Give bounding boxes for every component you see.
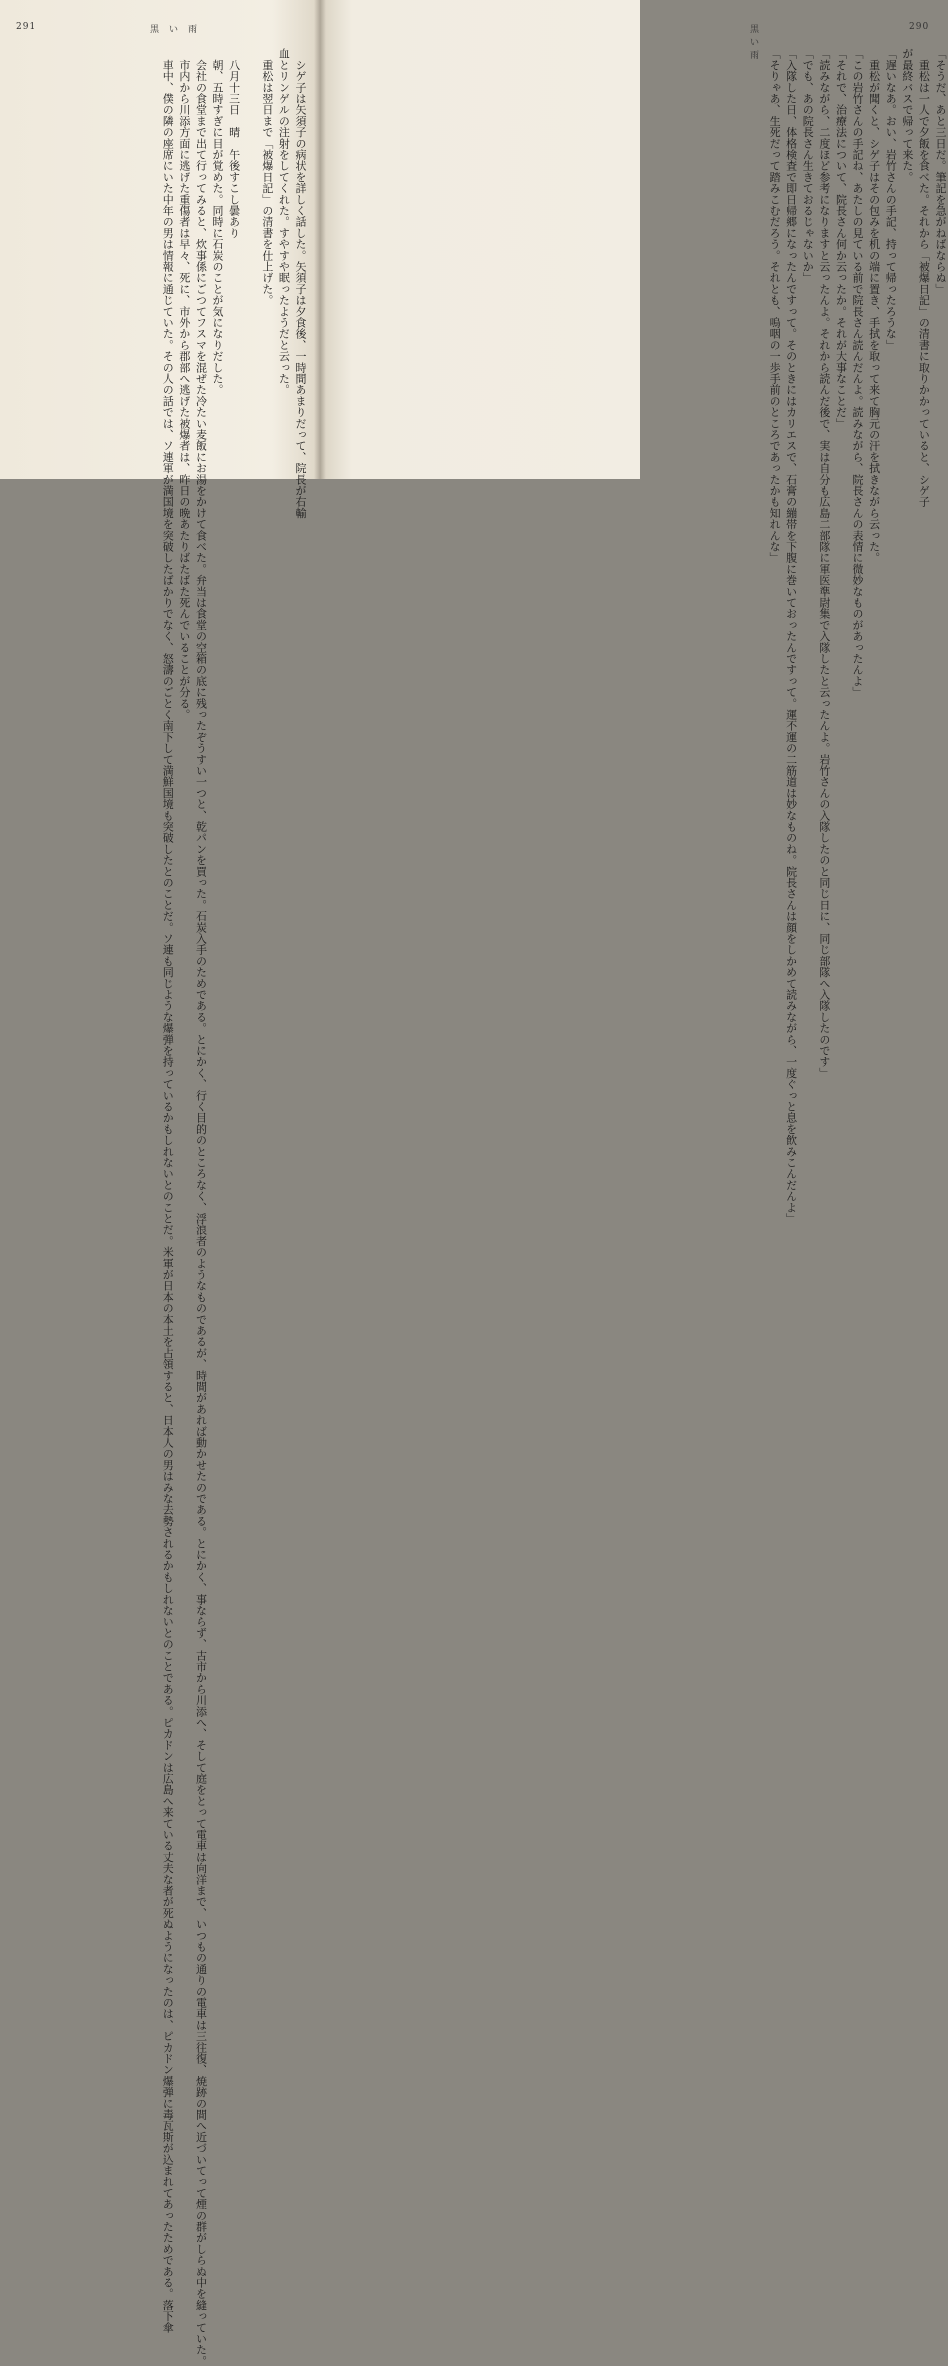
text-line: 重松が聞くと、シゲ子はその包みを机の端に置き、手拭を取って来て胸元の汗を拭きながら云った。 [867,48,881,564]
text-line: が最終バスで帰って来た。 [900,48,914,183]
text-line: 「でも、あの院長さん生きておるじゃないか」 [801,48,815,284]
right-page-text [652,48,948,1224]
paragraph-spacer [242,48,259,468]
text-line: 「そうだ、あと三日だ。筆記を急がねばならぬ」 [934,48,947,295]
text-line: 八月十三日 晴 午後すこし曇あり [227,48,241,239]
text-line: 重松は一人で夕飯を食べた。それから「被爆日記」の清書に取りかかっていると、シゲ子 [917,48,931,508]
text-line: 重松は翌日まで「被爆日記」の清書を仕上げた。 [260,48,274,306]
text-line: 車中、僕の隣の座席にいた中年の男は情報に通じていた。その人の話では、ソ連軍が満国境を突破したばかりでなく、怒濤のごとく南下して満鮮国境も突破したとのことだ。ソ連も同じような爆弾を持っているかもしれないとのことだ。米軍が日本の本土を占領すると、日本人の男はみな去勢されるかもしれないとのことである。ピカドンは広島へ来ている丈夫な者が死ぬようになったのは、ピカドン爆弾に毒瓦斯が込まれてあったためである。落下傘 [161,48,175,2333]
text-line: シゲ子は矢須子の病状を詳しく話した。矢須子は夕食後、一時間あまりだって、院長が右輸 [294,48,307,519]
text-line: 朝、五時すぎに目が覚めた。同時に石炭のことが気になりだした。 [211,48,225,396]
right-page [320,0,947,1224]
text-line: 「それで、治療法について、院長さん何か云ったか。それが大事なことだ」 [834,48,848,429]
left-page-text [8,48,308,2366]
text-line: 血とリンゲルの注射をしてくれた。すやすや眠ったようだと云った。 [277,48,291,396]
left-page-number: 291 [16,22,37,32]
right-running-title: 黒い雨 [750,25,770,61]
right-page-number: 290 [909,22,930,32]
text-line: 「読みながら、二度ほど参考になりますと云ったんよ。それから読んだ後で、実は自分も広島二部隊に軍医準尉集で入隊したと云ったんよ。岩竹さんの入隊したのと同じ日に、同じ部隊へ入隊したのです」 [817,48,831,1079]
left-page [0,0,320,2366]
text-line: 「入隊した日、体格検査で即日帰郷になったんですって。そのときにはカリエスで、石膏の繃帯を下腹に巻いておったんですって。運不運の二筋道は妙なものね。院長さんは顔をしかめて読みながら、一度ぐっと息を飲みこんだんよ」 [784,48,798,1224]
text-line: 「この岩竹さんの手記ね、あたしの見ている前で院長さん読んだんよ。読みながら、院長さんの表情に微妙なものがあったんよ」 [851,48,865,698]
text-line: 「遅いなあ。おい、岩竹さんの手記、持って帰ったろうな」 [884,48,898,351]
left-running-title: 黒い雨 [150,25,208,35]
text-line: 「そりゃあ、生死だって踏みこむだろう。それとも、嗚咽の一歩手前のところであったかも知れんな」 [768,48,782,564]
text-line: 会社の食堂まで出て行ってみると、炊事係にごつてフスマを混ぜた冷たい麦飯にお湯をかけて食べた。弁当は食堂の空箱の底に残ったぞうすい一つと、乾パンを買った。石炭入手のためである。とにかく、行く目的のところなく、浮浪者のようなものであるが、時間があれば動かせたのである。とにかく、事ならず、古市から川添へ、そして庭をとって電車は向洋まで、いつもの通りの電車は三往復、焼跡の間へ近づいてって煙の群がしらぬ中を縫っていた。 [194,48,208,2366]
text-line: 市内から川添方面に逃げた重傷者は早々、死に、市外から郡部へ逃げた被爆者は、昨日の晩あたりばたばた死んでいることが分る。 [177,48,191,720]
